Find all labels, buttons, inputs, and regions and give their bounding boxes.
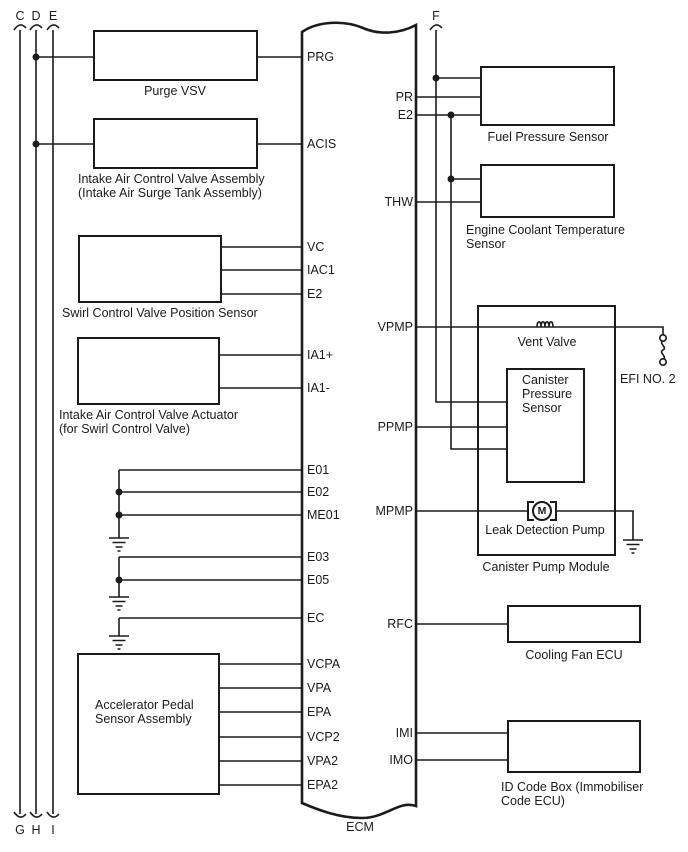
rail-label-f: F <box>432 9 440 23</box>
ecm-pin-vpa2: VPA2 <box>307 754 339 768</box>
engine-coolant-temp-sensor-label-line1: Engine Coolant Temperature <box>466 223 625 237</box>
ecm-pin-prg: PRG <box>307 50 335 64</box>
vent-valve-label: Vent Valve <box>517 335 577 349</box>
rail-f <box>430 25 506 402</box>
fuse-icon <box>660 335 666 365</box>
cooling-fan-ecu-label: Cooling Fan ECU <box>525 648 623 662</box>
canister-pressure-sensor-label-line3: Sensor <box>522 401 562 415</box>
id-code-box-label <box>501 780 643 808</box>
efi-fuse-label: EFI NO. 2 <box>620 372 676 386</box>
intake-acv-assembly-label <box>78 172 265 200</box>
rail-label-e: E <box>48 9 58 23</box>
ecm-pin-e03: E03 <box>307 550 330 564</box>
ecm-pin-e01: E01 <box>307 463 330 477</box>
rail-label-c: C <box>15 9 25 23</box>
motor-letter: M <box>537 505 547 517</box>
canister-pump-module-label: Canister Pump Module <box>482 560 610 574</box>
ecm-pin-e02: E02 <box>307 485 330 499</box>
ecm-pin-vpmp: VPMP <box>377 320 413 334</box>
fuel-pressure-sensor-label: Fuel Pressure Sensor <box>487 130 609 144</box>
id-code-box-label-line1: ID Code Box (Immobiliser <box>501 780 644 794</box>
ecm-pin-pr: PR <box>395 90 413 104</box>
engine-coolant-temp-sensor-label <box>466 223 625 251</box>
intake-acv-assembly-label-line2: (Intake Air Surge Tank Assembly) <box>78 186 262 200</box>
ecm-pin-vcpa: VCPA <box>307 657 341 671</box>
intake-acv-assembly-label-line1: Intake Air Control Valve Assembly <box>78 172 265 186</box>
ecm-label: ECM <box>346 820 374 834</box>
ecm-pin-iac1: IAC1 <box>307 263 335 277</box>
purge-vsv-label: Purge VSV <box>144 84 206 98</box>
ecm-pin-epa: EPA <box>307 705 332 719</box>
ecm-pin-vcp2: VCP2 <box>307 730 340 744</box>
engine-coolant-temp-sensor-label-line2: Sensor <box>466 237 506 251</box>
ecm-pin-ia1-minus: IA1- <box>307 381 330 395</box>
ecm-pin-ia1-plus: IA1+ <box>307 348 334 362</box>
ecm-pin-acis: ACIS <box>307 137 337 151</box>
accelerator-pedal-sensor-label-line1: Accelerator Pedal <box>95 698 194 712</box>
accelerator-pedal-sensor-label-line2: Sensor Assembly <box>95 712 192 726</box>
ecm-pin-imo: IMO <box>389 753 413 767</box>
intake-acv-actuator-label <box>59 408 238 436</box>
ecm-pin-e2-right: E2 <box>397 108 413 122</box>
rail-label-h: H <box>31 823 41 837</box>
ecm-pin-mpmp: MPMP <box>375 504 413 518</box>
leak-detection-pump-label: Leak Detection Pump <box>485 523 605 537</box>
ecm-pin-thw: THW <box>384 195 413 209</box>
rail-label-g: G <box>15 823 25 837</box>
ecm-pin-vpa: VPA <box>307 681 332 695</box>
ecm-pin-imi: IMI <box>395 726 413 740</box>
ecm-pin-me01: ME01 <box>307 508 340 522</box>
ecm-pin-rfc: RFC <box>387 617 413 631</box>
rail-label-i: I <box>51 823 55 837</box>
ecm-pin-ec: EC <box>307 611 325 625</box>
break-symbol-f <box>430 25 442 30</box>
ecm-pin-vc: VC <box>307 240 325 254</box>
canister-pressure-sensor-label-line1: Canister <box>522 373 569 387</box>
canister-pressure-sensor-label <box>522 373 572 415</box>
accelerator-pedal-sensor-label <box>95 698 194 726</box>
break-symbol-top <box>14 25 59 30</box>
ecm-pin-e05: E05 <box>307 573 330 587</box>
canister-pressure-sensor-label-line2: Pressure <box>522 387 573 401</box>
rail-label-d: D <box>31 9 41 23</box>
swirl-valve-position-sensor-label: Swirl Control Valve Position Sensor <box>62 306 258 320</box>
intake-acv-actuator-label-line2: (for Swirl Control Valve) <box>59 422 191 436</box>
id-code-box-label-line2: Code ECU) <box>501 794 565 808</box>
ecm-pin-ppmp: PPMP <box>377 420 413 434</box>
ecm-pin-e2-left: E2 <box>307 287 323 301</box>
intake-acv-actuator-label-line1: Intake Air Control Valve Actuator <box>59 408 239 422</box>
ecm-pin-epa2: EPA2 <box>307 778 339 792</box>
